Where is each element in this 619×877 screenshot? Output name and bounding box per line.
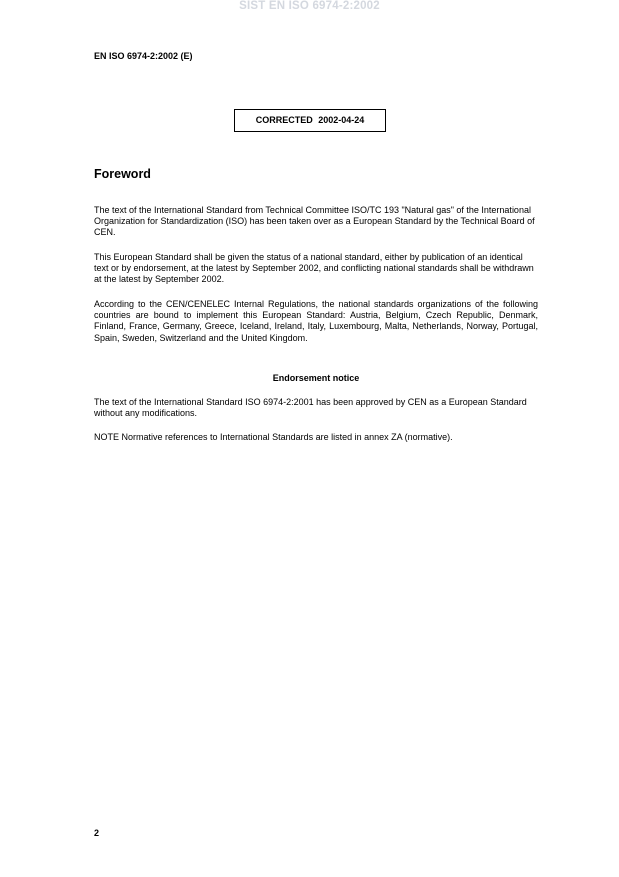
page-number: 2	[94, 828, 100, 838]
foreword-paragraph-1: The text of the International Standard from Technical Committee ISO/TC 193 "Natural gas" of the International Organization for Standardization (ISO) has been taken over as a European Standard by the Technical Board of CEN.	[94, 205, 535, 238]
normative-note: NOTE Normative references to International Standards are listed in annex ZA (normative).	[94, 432, 453, 442]
endorsement-paragraph: The text of the International Standard ISO 6974-2:2001 has been approved by CEN as a European Standard without any modifications.	[94, 397, 527, 419]
document-identifier: EN ISO 6974-2:2002 (E)	[94, 51, 193, 61]
watermark: SIST EN ISO 6974-2:2002	[239, 0, 380, 12]
corrected-stamp: CORRECTED 2002-04-24	[234, 109, 386, 132]
foreword-heading: Foreword	[94, 167, 151, 181]
foreword-paragraph-3: According to the CEN/CENELEC Internal Regulations, the national standards organizations of the following countries are bound to implement this European Standard: Austria, Belgium, Czech Republic, Denmark, Finland, France, Germany, Greece, Iceland, Ireland, Italy, Luxembourg, Malta, Netherlands, Norway, Portugal, Spain, Sweden, Switzerland and the United Kingdom.	[94, 299, 538, 343]
endorsement-heading: Endorsement notice	[272, 373, 360, 383]
foreword-paragraph-2: This European Standard shall be given the status of a national standard, either by publication of an identical text or by endorsement, at the latest by September 2002, and conflicting national standards shall be withdrawn at the latest by September 2002.	[94, 252, 534, 285]
